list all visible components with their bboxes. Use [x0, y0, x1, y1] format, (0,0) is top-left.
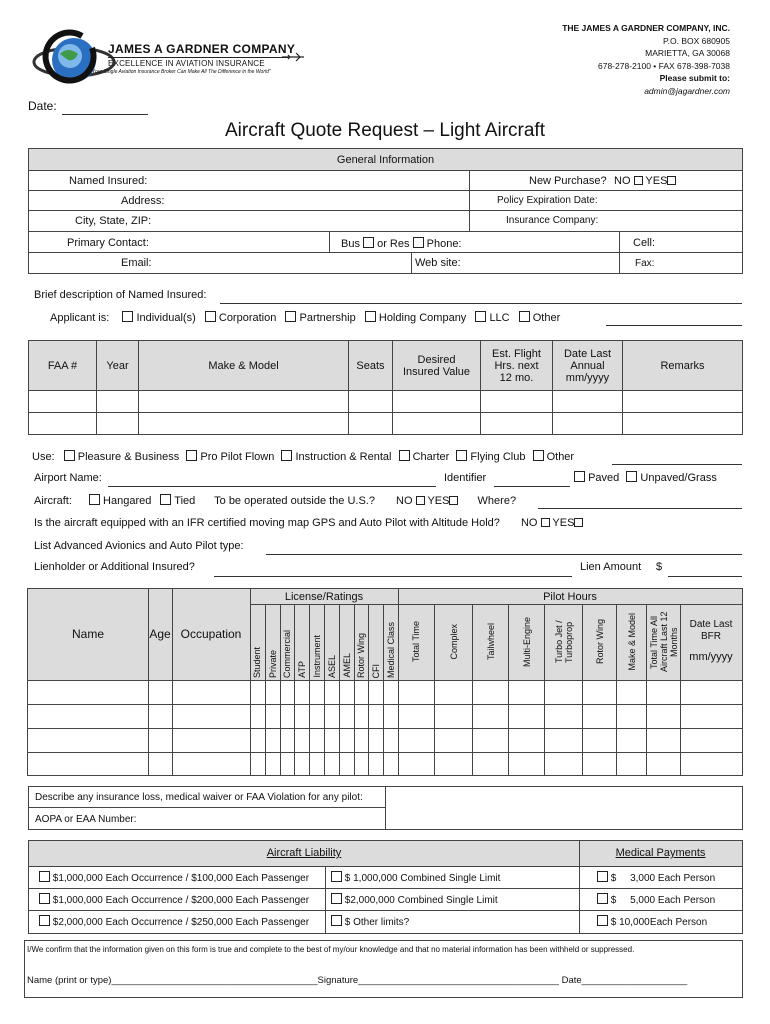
named-insured-label: Named Insured:	[69, 175, 148, 187]
pilot-row[interactable]	[28, 728, 742, 729]
lien-dollar-sign: $	[656, 561, 663, 573]
csl-1m-label: $ 1,000,000 Combined Single Limit	[344, 873, 501, 884]
unpaved-checkbox[interactable]	[626, 471, 637, 482]
identifier-field[interactable]	[494, 486, 570, 487]
other-limits-checkbox[interactable]	[331, 915, 342, 926]
license-col-student	[250, 604, 265, 680]
hours-label: Complex	[448, 624, 459, 660]
hours-col-complex	[434, 604, 472, 680]
paved-label: Paved	[588, 472, 620, 484]
applicant-corporation-checkbox[interactable]	[205, 311, 216, 322]
lienholder-label: Lienholder or Additional Insured?	[34, 561, 195, 573]
primary-contact-label: Primary Contact:	[67, 237, 149, 249]
hours-col-rotor-wing	[582, 604, 616, 680]
company-address	[562, 22, 730, 97]
use-instruction-label: Instruction & Rental	[295, 451, 392, 463]
address-label: Address:	[121, 195, 165, 207]
ifr-question: Is the aircraft equipped with an IFR certified moving map GPS and Auto Pilot with Altitude Hold?	[34, 517, 500, 529]
brief-description-label: Brief description of Named Insured:	[34, 289, 207, 301]
website-label: Web site:	[415, 257, 461, 269]
liability-2m-250k-checkbox[interactable]	[39, 915, 50, 926]
applicant-partnership-checkbox[interactable]	[285, 311, 296, 322]
hours-label: Multi-Engine	[521, 616, 532, 668]
medical-payments-header: Medical Payments	[615, 847, 706, 859]
email-label: Email:	[121, 257, 152, 269]
applicant-other-checkbox[interactable]	[519, 311, 530, 322]
avionics-field[interactable]	[266, 554, 742, 555]
medical-5000-label: Each Person	[657, 895, 716, 906]
pilot-hours-header: Pilot Hours	[543, 591, 597, 603]
medical-10000-checkbox[interactable]	[597, 915, 608, 926]
applicant-row	[50, 311, 560, 324]
new-purchase-yes-label: YES	[645, 175, 668, 187]
pilot-row[interactable]	[28, 704, 742, 705]
aopa-label: AOPA or EAA Number:	[35, 814, 137, 825]
general-info-header: General Information	[29, 149, 742, 171]
liability-1m-100k-label: $1,000,000 Each Occurrence / $100,000 Each Passenger	[52, 873, 310, 884]
applicant-holding-checkbox[interactable]	[365, 311, 376, 322]
bfr-date-label: Date Last BFR	[689, 619, 733, 642]
applicant-label: Applicant is:	[50, 312, 110, 324]
bus-label: Bus	[341, 238, 360, 250]
confirmation-text: I/We confirm that the information given on this form is true and complete to the best of my/our knowledge and that no material information has been withheld or suppressed.	[27, 945, 635, 954]
hours-label: Make & Model	[626, 613, 637, 671]
ifr-yes-checkbox[interactable]	[574, 518, 583, 527]
license-col-medical-class	[383, 604, 398, 680]
medical-10000-sym: $	[610, 917, 617, 928]
use-row	[32, 450, 574, 463]
lien-amount-field[interactable]	[668, 576, 742, 577]
applicant-corporation-label: Corporation	[218, 312, 277, 324]
liability-2m-250k-label: $2,000,000 Each Occurrence / $250,000 Each Passenger	[52, 917, 310, 928]
logo-company-name: JAMES A GARDNER COMPANY	[108, 42, 296, 56]
phone-label: Phone:	[426, 238, 462, 250]
general-info-section	[28, 148, 743, 274]
hours-label: Total Time	[411, 621, 421, 663]
logo-motto: "Your Single Aviation Insurance Broker Can Make All The Difference in the World"	[90, 69, 271, 75]
aircraft-liability-header: Aircraft Liability	[266, 847, 342, 859]
csl-2m-label: $2,000,000 Combined Single Limit	[344, 895, 498, 906]
hours-col-total-time	[398, 604, 434, 680]
outside-no-checkbox[interactable]	[416, 496, 425, 505]
company-email[interactable]: admin@jagardner.com	[644, 85, 730, 96]
license-ratings-header: License/Ratings	[284, 591, 364, 603]
use-other-field[interactable]	[612, 464, 742, 465]
res-checkbox[interactable]	[413, 237, 424, 248]
col-faa: FAA #	[29, 341, 97, 391]
date-label: Date:	[28, 99, 57, 113]
license-label: ATP	[297, 661, 308, 678]
medical-5000-sym: $	[610, 895, 617, 906]
use-instruction-checkbox[interactable]	[281, 450, 292, 461]
company-logo	[30, 28, 300, 98]
tied-label: Tied	[174, 495, 196, 507]
avionics-label: List Advanced Avionics and Auto Pilot type:	[34, 540, 244, 552]
hangared-label: Hangared	[103, 495, 152, 507]
insurance-company-label: Insurance Company:	[506, 215, 599, 226]
hours-col-turbo-jet-turboprop	[544, 604, 582, 680]
aircraft-row[interactable]	[29, 413, 743, 435]
cell-label: Cell:	[633, 237, 656, 249]
aircraft-row[interactable]	[29, 391, 743, 413]
applicant-llc-checkbox[interactable]	[475, 311, 486, 322]
applicant-partnership-label: Partnership	[299, 312, 356, 324]
csl-2m-checkbox[interactable]	[331, 893, 342, 904]
hangared-checkbox[interactable]	[89, 494, 100, 505]
medical-10000-amount: 10,000	[619, 917, 650, 928]
new-purchase-no-checkbox[interactable]	[634, 176, 643, 185]
company-po: P.O. BOX 680905	[663, 35, 730, 46]
license-col-atp	[294, 604, 309, 680]
use-pleasure-checkbox[interactable]	[64, 450, 75, 461]
hours-col-tailwheel	[472, 604, 508, 680]
license-label: Commercial	[282, 629, 293, 678]
company-name: THE JAMES A GARDNER COMPANY, INC.	[562, 23, 730, 33]
bfr-format-label: mm/yyyy	[689, 651, 733, 663]
hours-col-make-model	[616, 604, 646, 680]
hours-col-multi-engine	[508, 604, 544, 680]
company-phone: 678-278-2100 • FAX 678-398-7038	[598, 60, 730, 71]
signature-line[interactable]: Name (print or type)_______________________________________Signature______________________________________ Date____________________	[27, 975, 688, 986]
use-pro-pilot-checkbox[interactable]	[186, 450, 197, 461]
new-purchase-yes-checkbox[interactable]	[667, 176, 676, 185]
license-col-rotor-wing	[354, 604, 369, 680]
or-res-label: or Res	[377, 238, 410, 250]
pilot-col-name: Name	[71, 627, 104, 641]
new-purchase-label: New Purchase?	[529, 175, 607, 187]
applicant-llc-label: LLC	[489, 312, 510, 324]
license-col-commercial	[280, 604, 295, 680]
medical-3000-amount: 3,000	[630, 873, 656, 884]
medical-3000-label: Each Person	[657, 873, 716, 884]
lienholder-field[interactable]	[214, 576, 572, 577]
applicant-holding-label: Holding Company	[378, 312, 467, 324]
outside-yes-label: YES	[427, 495, 450, 507]
col-make-model: Make & Model	[139, 341, 349, 391]
airport-name-field[interactable]	[108, 486, 436, 487]
where-label: Where?	[477, 495, 517, 507]
ifr-yes-label: YES	[552, 517, 575, 529]
pilot-table	[27, 588, 743, 776]
ifr-no-label: NO	[520, 517, 538, 529]
aircraft-label: Aircraft:	[34, 495, 72, 507]
company-submit: Please submit to:	[659, 73, 730, 83]
col-flight-hrs: Est. Flight Hrs. next 12 mo.	[481, 341, 553, 391]
loss-section	[28, 786, 743, 830]
medical-3000-checkbox[interactable]	[597, 871, 608, 882]
license-col-amel	[339, 604, 354, 680]
use-label: Use:	[32, 451, 55, 463]
csl-1m-checkbox[interactable]	[331, 871, 342, 882]
applicant-individual-checkbox[interactable]	[122, 311, 133, 322]
outside-yes-checkbox[interactable]	[449, 496, 458, 505]
use-charter-label: Charter	[412, 451, 450, 463]
license-label: Student	[252, 646, 263, 678]
hours-label: Total Time All Aircraft Last 12 Months	[648, 611, 679, 673]
ifr-row	[34, 517, 583, 529]
paved-checkbox[interactable]	[574, 471, 585, 482]
other-limits-label: $ Other limits?	[344, 917, 410, 928]
fax-label: Fax:	[635, 258, 655, 269]
logo-tagline: EXCELLENCE IN AVIATION INSURANCE	[108, 59, 265, 68]
airplane-icon	[282, 52, 304, 62]
medical-10000-label: Each Person	[649, 917, 708, 928]
license-col-asel	[324, 604, 339, 680]
applicant-other-label: Other	[532, 312, 561, 324]
brief-description-field[interactable]	[220, 303, 742, 304]
use-flying-club-label: Flying Club	[470, 451, 526, 463]
logo-underline	[108, 57, 288, 58]
license-col-instrument	[309, 604, 324, 680]
use-pro-pilot-label: Pro Pilot Flown	[200, 451, 275, 463]
liability-1m-100k-checkbox[interactable]	[39, 871, 50, 882]
license-col-cfi	[368, 604, 383, 680]
company-city: MARIETTA, GA 30068	[645, 48, 730, 58]
col-remarks: Remarks	[623, 341, 743, 391]
license-label: Rotor Wing	[356, 632, 367, 678]
col-date-annual: Date Last Annual mm/yyyy	[553, 341, 623, 391]
license-label: CFI	[371, 663, 382, 678]
col-year: Year	[97, 341, 139, 391]
use-charter-checkbox[interactable]	[399, 450, 410, 461]
loss-label: Describe any insurance loss, medical waiver or FAA Violation for any pilot:	[35, 792, 363, 803]
pilot-col-occupation: Occupation	[180, 627, 242, 641]
license-label: ASEL	[326, 654, 337, 678]
page-title: Aircraft Quote Request – Light Aircraft	[225, 120, 545, 141]
use-pleasure-label: Pleasure & Business	[77, 451, 180, 463]
hours-label: Rotor Wing	[594, 619, 605, 665]
aircraft-table	[28, 340, 743, 435]
medical-3000-sym: $	[610, 873, 617, 884]
license-label: Private	[267, 649, 278, 678]
outside-us-label: To be operated outside the U.S.?	[214, 495, 375, 507]
license-col-private	[265, 604, 280, 680]
col-seats: Seats	[349, 341, 393, 391]
applicant-other-field[interactable]	[606, 325, 742, 326]
hours-col-total-time-all-aircraft-last-12-months	[646, 604, 680, 680]
pilot-row[interactable]	[28, 752, 742, 753]
liability-section	[28, 840, 743, 934]
bus-checkbox[interactable]	[363, 237, 374, 248]
use-other-checkbox[interactable]	[533, 450, 544, 461]
unpaved-label: Unpaved/Grass	[640, 472, 717, 484]
medical-5000-checkbox[interactable]	[597, 893, 608, 904]
ifr-no-checkbox[interactable]	[541, 518, 550, 527]
identifier-label: Identifier	[444, 472, 487, 484]
medical-5000-amount: 5,000	[630, 895, 656, 906]
pilot-col-age: Age	[149, 627, 171, 641]
city-state-zip-label: City, State, ZIP:	[75, 215, 152, 227]
liability-1m-200k-checkbox[interactable]	[39, 893, 50, 904]
license-label: AMEL	[341, 653, 352, 678]
use-other-label: Other	[546, 451, 575, 463]
lien-amount-label: Lien Amount	[580, 561, 642, 573]
aircraft-storage-row	[34, 494, 516, 507]
license-label: Instrument	[312, 635, 323, 678]
use-flying-club-checkbox[interactable]	[456, 450, 467, 461]
confirmation-section	[24, 940, 743, 998]
license-label: Medical Class	[386, 621, 397, 678]
tied-checkbox[interactable]	[160, 494, 171, 505]
hours-label: Turbo Jet / Turboprop	[553, 620, 574, 664]
policy-exp-label: Policy Expiration Date:	[497, 195, 598, 206]
liability-1m-200k-label: $1,000,000 Each Occurrence / $200,000 Each Passenger	[52, 895, 310, 906]
applicant-individual-label: Individual(s)	[136, 312, 196, 324]
new-purchase-no-label: NO	[614, 175, 631, 187]
date-field[interactable]	[62, 114, 148, 115]
globe-logo-icon	[30, 28, 120, 94]
hours-label: Tailwheel	[485, 623, 496, 661]
col-insured-value: Desired Insured Value	[393, 341, 481, 391]
outside-no-label: NO	[396, 495, 413, 507]
where-field[interactable]	[538, 508, 742, 509]
airport-name-label: Airport Name:	[34, 472, 102, 484]
